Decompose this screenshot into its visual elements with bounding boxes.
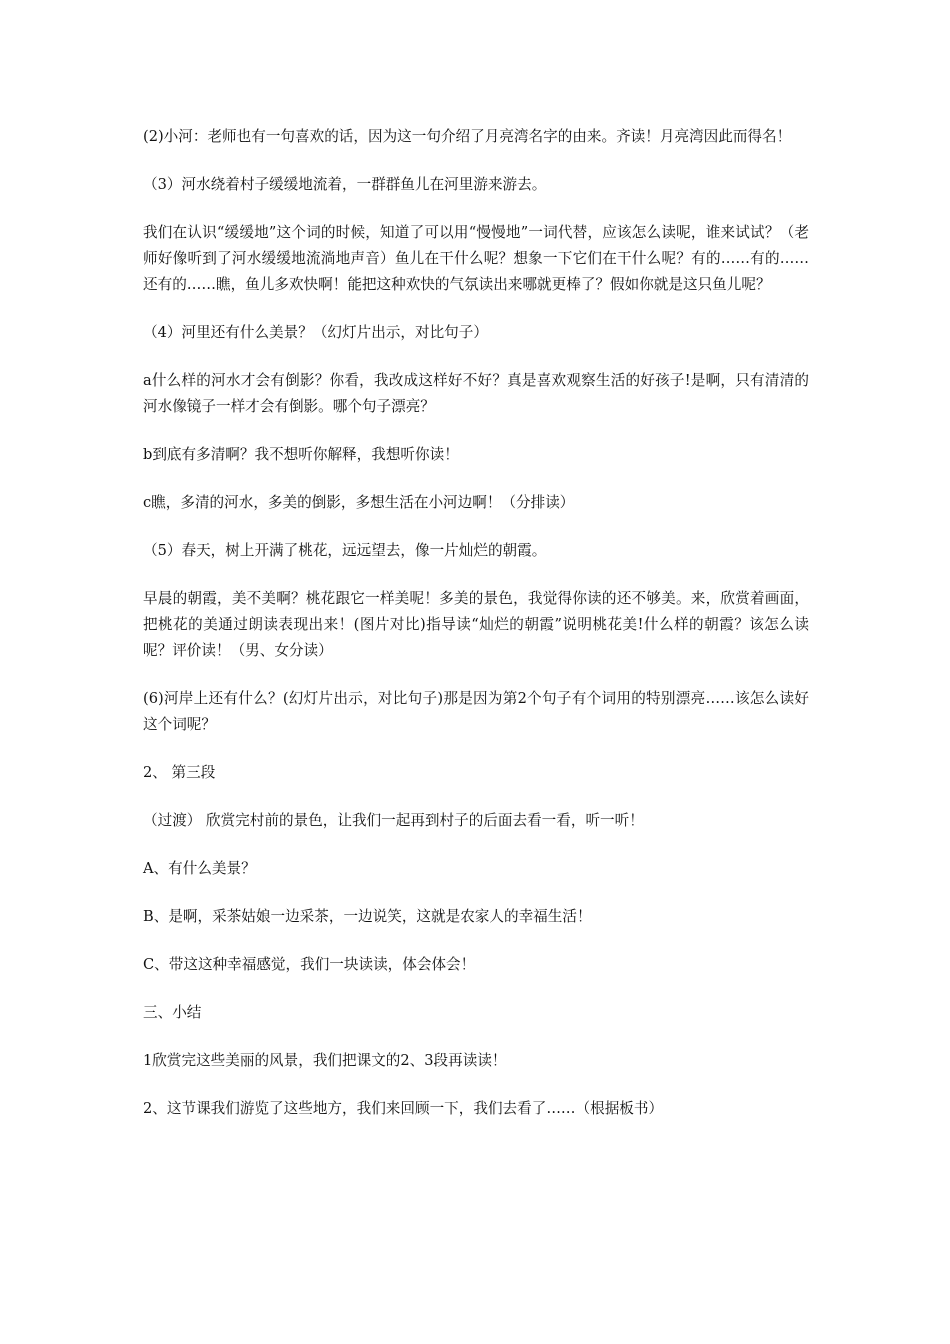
paragraph-item-a-scenery: A、有什么美景？	[143, 860, 256, 877]
paragraph-river-favorite-sentence: (2)小河：老师也有一句喜欢的话，因为这一句介绍了月亮湾名字的由来。齐读！月亮湾因此而得名！	[143, 128, 792, 145]
paragraph-item-b-tea-picking: B、是啊，采茶姑娘一边采茶，一边说笑，这就是农家人的幸福生活！	[143, 908, 592, 925]
section-heading-summary: 三、小结	[143, 1004, 202, 1021]
paragraph-summary-item-2: 2、这节课我们游览了这些地方，我们来回顾一下，我们去看了……（根据板书）	[143, 1100, 664, 1117]
paragraph-item-c-read-together: C、带这这种幸福感觉，我们一块读读，体会体会！	[143, 956, 476, 973]
paragraph-riverbank-question: (6)河岸上还有什么？(幻灯片出示，对比句子)那是因为第2个句子有个词用的特别漂亮……该怎么读好这个词呢？	[143, 690, 809, 733]
paragraph-transition: （过渡） 欣赏完村前的景色，让我们一起再到村子的后面去看一看，听一听！	[143, 812, 644, 829]
paragraph-item-b-how-clear: b到底有多清啊？我不想听你解释，我想听你读！	[143, 446, 459, 463]
document-body	[143, 124, 809, 1144]
paragraph-item-a-reflection: a什么样的河水才会有倒影？你看，我改成这样好不好？真是喜欢观察生活的好孩子!是啊，只有清清的河水像镜子一样才会有倒影。哪个句子漂亮？	[143, 372, 809, 415]
paragraph-river-scenery-question: （4）河里还有什么美景？（幻灯片出示，对比句子）	[143, 324, 488, 341]
paragraph-slowly-reading-guide: 我们在认识“缓缓地”这个词的时候，知道了可以用“慢慢地”一词代替，应该怎么读呢，谁来试试？（老师好像听到了河水缓缓地流淌地声音）鱼儿在干什么呢？想象一下它们在干什么呢？有的……有的……还有的……瞧，鱼儿多欢快啊！能把这种欢快的气氛读出来哪就更棒了？假如你就是这只鱼儿呢？	[143, 224, 809, 293]
paragraph-item-c-clear-water: c瞧，多清的河水，多美的倒影，多想生活在小河边啊！（分排读）	[143, 494, 575, 511]
section-heading-third-paragraph: 2、 第三段	[143, 764, 216, 781]
paragraph-river-flows-slowly: （3）河水绕着村子缓缓地流着，一群群鱼儿在河里游来游去。	[143, 176, 547, 193]
paragraph-spring-peach-blossoms: （5）春天，树上开满了桃花，远远望去，像一片灿烂的朝霞。	[143, 542, 547, 559]
paragraph-summary-item-1: 1欣赏完这些美丽的风景，我们把课文的2、3段再读读！	[143, 1052, 507, 1069]
paragraph-morning-glow: 早晨的朝霞，美不美啊？桃花跟它一样美呢！多美的景色，我觉得你读的还不够美。来，欣赏着画面，把桃花的美通过朗读表现出来！(图片对比)指导读“灿烂的朝霞”说明桃花美!什么样的朝霞？该怎么读呢？评价读！（男、女分读）	[143, 590, 809, 659]
